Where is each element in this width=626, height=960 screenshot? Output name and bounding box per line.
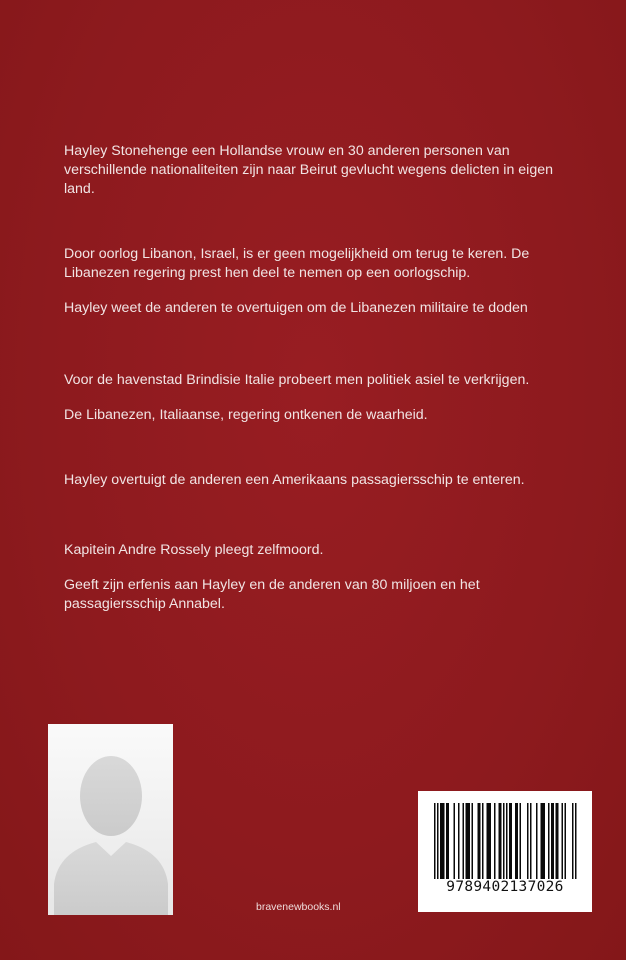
barcode-bar [556, 803, 558, 879]
barcode-bar [487, 803, 489, 879]
blurb-paragraph-6: Hayley overtuigt de anderen een Amerikaans passagiersschip te enteren. [64, 472, 525, 488]
blurb-paragraph-4: Voor de havenstad Brindisie Italie probeert men politiek asiel te verkrijgen. [64, 372, 530, 388]
blurb-paragraph-3: Hayley weet de anderen te overtuigen om de Libanezen militaire te doden [64, 300, 528, 316]
barcode-bar [557, 803, 559, 879]
barcode-bar [454, 803, 456, 879]
barcode-bar [511, 803, 513, 879]
barcode-bar [515, 803, 517, 879]
barcode-bar [494, 803, 496, 879]
barcode-bar [544, 803, 546, 879]
barcode-bar [553, 803, 555, 879]
barcode-bar [575, 803, 577, 879]
barcode-bar [482, 803, 484, 879]
isbn-number: 9789402137026 [446, 879, 564, 895]
blurb-paragraph-1: Hayley Stonehenge een Hollandse vrouw en 30 anderen personen van verschillende nationaliteiten zijn naar Beirut gevlucht wegens delicten in eigen land. [64, 143, 553, 197]
barcode-bar [565, 803, 567, 879]
isbn-barcode [418, 791, 592, 912]
barcode-bar [503, 803, 505, 879]
barcode-bar [478, 803, 480, 879]
barcode-bar [548, 803, 550, 879]
barcode-bar [536, 803, 538, 879]
barcode-bar [541, 803, 543, 879]
barcode-bar [572, 803, 574, 879]
author-photo [48, 724, 173, 915]
barcode-bar [500, 803, 502, 879]
barcode-bar [442, 803, 444, 879]
barcode-bar [506, 803, 508, 879]
blurb-paragraph-2: Door oorlog Libanon, Israel, is er geen mogelijkheid om terug te keren. De Libanezen regering prest hen deel te nemen op een oorlogschip. [64, 246, 530, 281]
barcode-bar [517, 803, 519, 879]
barcode-bar [463, 803, 465, 879]
barcode-bar [466, 803, 468, 879]
barcode-bar [542, 803, 544, 879]
barcode-bar [440, 803, 442, 879]
barcode-bar [443, 803, 445, 879]
barcode-bar [448, 803, 450, 879]
barcode-bar [509, 803, 511, 879]
barcode-bar [434, 803, 436, 879]
barcode-bar [472, 803, 474, 879]
person-silhouette-icon [48, 724, 173, 915]
blurb-paragraph-5: De Libanezen, Italiaanse, regering ontkenen de waarheid. [64, 407, 428, 423]
barcode-bar [551, 803, 553, 879]
publisher-url: bravenewbooks.nl [256, 901, 341, 913]
barcode-bar [437, 803, 439, 879]
barcode-bar [469, 803, 471, 879]
barcode-bar [499, 803, 501, 879]
barcode-bar [527, 803, 529, 879]
blurb-paragraph-8: Geeft zijn erfenis aan Hayley en de anderen van 80 miljoen en het passagiersschip Annabel. [64, 577, 480, 612]
barcode-bar [467, 803, 469, 879]
barcode-bar [520, 803, 522, 879]
barcode-bar [562, 803, 564, 879]
barcode-bar [446, 803, 448, 879]
barcode-bar [490, 803, 492, 879]
barcode-bar [530, 803, 532, 879]
barcode-bar [458, 803, 460, 879]
blurb-paragraph-7: Kapitein Andre Rossely pleegt zelfmoord. [64, 542, 324, 558]
barcode-bar [479, 803, 481, 879]
barcode-bar [488, 803, 490, 879]
